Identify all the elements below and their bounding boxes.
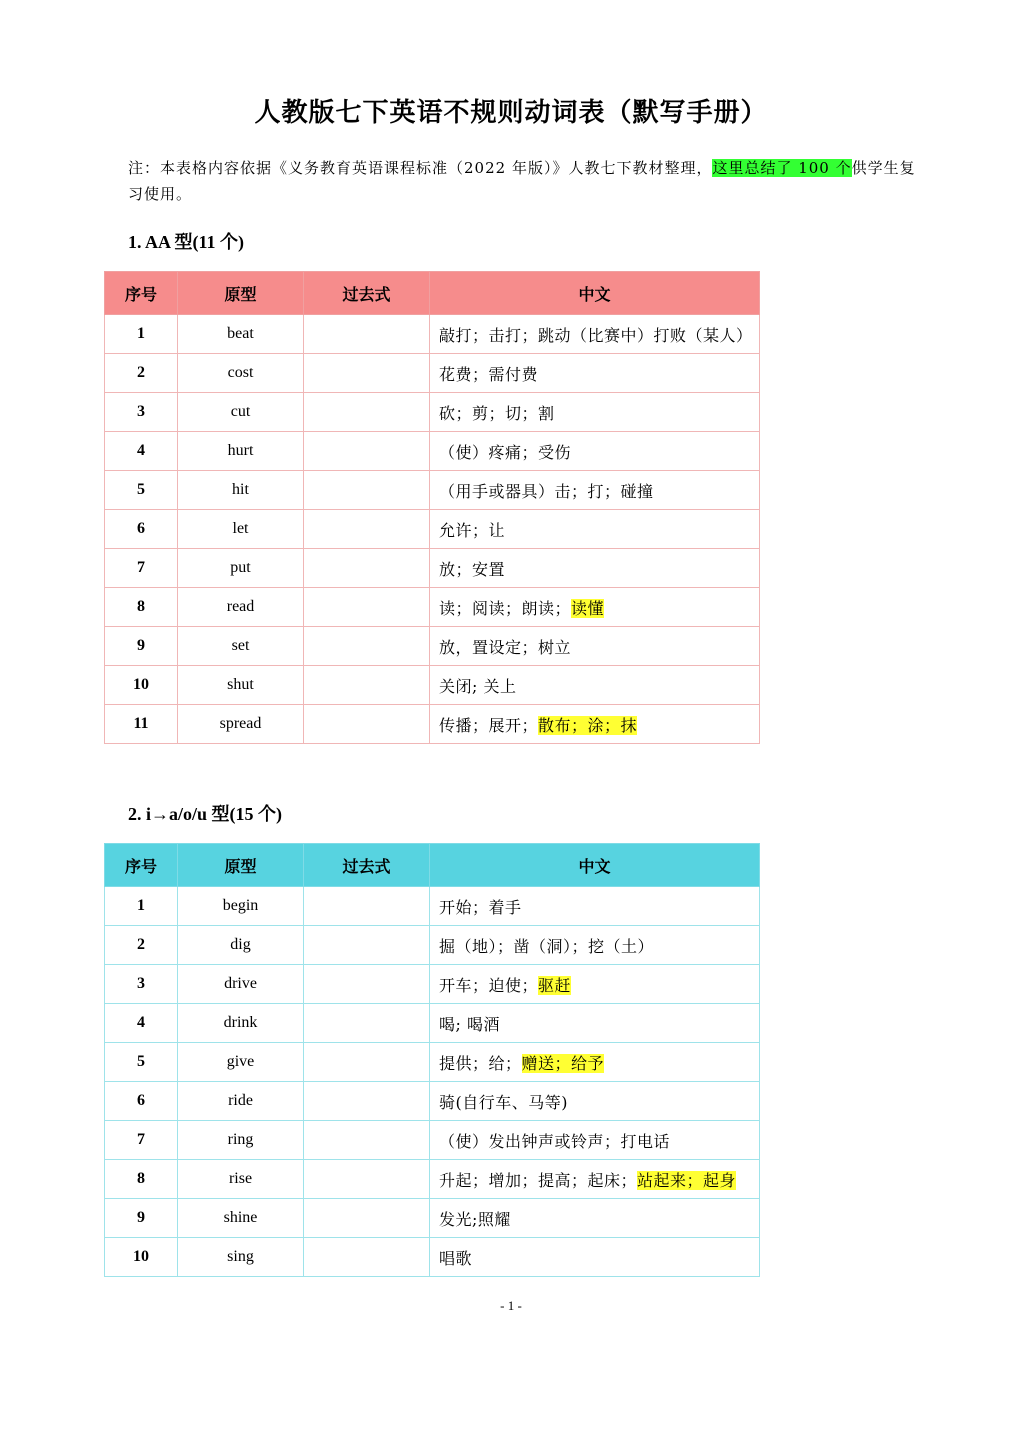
- meaning-highlight: 读懂: [571, 598, 605, 618]
- meaning-highlight: 赠送；给予: [521, 1053, 605, 1073]
- past-tense-blank: [304, 666, 430, 705]
- row-number: 11: [105, 705, 178, 744]
- base-form: let: [178, 510, 304, 549]
- chinese-meaning: [430, 1121, 760, 1160]
- meaning-text: 喝; 喝酒: [439, 1014, 500, 1034]
- base-form: hurt: [178, 432, 304, 471]
- row-number: 2: [105, 926, 178, 965]
- table-row: [105, 471, 760, 510]
- past-tense-blank: [304, 393, 430, 432]
- chinese-meaning: [430, 393, 760, 432]
- base-form: drink: [178, 1004, 304, 1043]
- table-body: [105, 315, 760, 744]
- past-tense-blank: [304, 1043, 430, 1082]
- chinese-meaning: [430, 926, 760, 965]
- row-number: 6: [105, 1082, 178, 1121]
- meaning-text: 放；安置: [439, 559, 506, 579]
- base-form: put: [178, 549, 304, 588]
- base-form: dig: [178, 926, 304, 965]
- section-heading-aa: 1. AA 型(11 个): [128, 232, 245, 252]
- base-form: give: [178, 1043, 304, 1082]
- meaning-text: 发光;照耀: [439, 1209, 511, 1229]
- row-number: 5: [105, 1043, 178, 1082]
- table-row: [105, 1121, 760, 1160]
- row-number: 3: [105, 393, 178, 432]
- intro-note: [128, 155, 928, 207]
- row-number: 2: [105, 354, 178, 393]
- chinese-meaning: [430, 354, 760, 393]
- meaning-highlight: 站起来；起身: [637, 1170, 737, 1190]
- table-row: [105, 432, 760, 471]
- row-number: 1: [105, 887, 178, 926]
- base-form: ring: [178, 1121, 304, 1160]
- past-tense-blank: [304, 887, 430, 926]
- column-header-base: 原型: [178, 844, 304, 887]
- table-row: [105, 1199, 760, 1238]
- base-form: begin: [178, 887, 304, 926]
- meaning-text: 允许；让: [439, 520, 506, 540]
- row-number: 4: [105, 1004, 178, 1043]
- section-heading-i-a-o-u: 2. i→a/o/u 型(15 个): [128, 804, 283, 824]
- chinese-meaning: [430, 1082, 760, 1121]
- base-form: sing: [178, 1238, 304, 1277]
- chinese-meaning: [430, 1160, 760, 1199]
- chinese-meaning: [430, 666, 760, 705]
- column-header-past: 过去式: [304, 844, 430, 887]
- table-row: [105, 1082, 760, 1121]
- base-form: shine: [178, 1199, 304, 1238]
- base-form: spread: [178, 705, 304, 744]
- chinese-meaning: [430, 315, 760, 354]
- chinese-meaning: [430, 588, 760, 627]
- table-row: [105, 1238, 760, 1277]
- row-number: 9: [105, 627, 178, 666]
- table-row: [105, 1160, 760, 1199]
- meaning-highlight: 驱赶: [538, 975, 572, 995]
- table-row: [105, 1043, 760, 1082]
- chinese-meaning: [430, 705, 760, 744]
- meaning-text: 花费；需付费: [439, 364, 539, 384]
- chinese-meaning: [430, 471, 760, 510]
- past-tense-blank: [304, 1082, 430, 1121]
- past-tense-blank: [304, 705, 430, 744]
- column-header-past: 过去式: [304, 272, 430, 315]
- table-header-row: [105, 844, 760, 887]
- table-row: [105, 549, 760, 588]
- meaning-text: （用手或器具）击；打；碰撞: [439, 481, 654, 501]
- table-header-row: [105, 272, 760, 315]
- meaning-text: 敲打；击打；跳动（比赛中）打败（某人）: [439, 325, 753, 345]
- base-form: set: [178, 627, 304, 666]
- row-number: 1: [105, 315, 178, 354]
- row-number: 10: [105, 666, 178, 705]
- past-tense-blank: [304, 510, 430, 549]
- base-form: beat: [178, 315, 304, 354]
- row-number: 8: [105, 588, 178, 627]
- row-number: 10: [105, 1238, 178, 1277]
- table-row: [105, 588, 760, 627]
- table-row: [105, 705, 760, 744]
- chinese-meaning: [430, 1199, 760, 1238]
- table-row: [105, 393, 760, 432]
- table-row: [105, 887, 760, 926]
- row-number: 7: [105, 549, 178, 588]
- chinese-meaning: [430, 887, 760, 926]
- past-tense-blank: [304, 549, 430, 588]
- base-form: hit: [178, 471, 304, 510]
- table-body: [105, 887, 760, 1277]
- meaning-text: 砍；剪；切；割: [439, 403, 555, 423]
- past-tense-blank: [304, 627, 430, 666]
- column-header-number: 序号: [105, 272, 178, 315]
- base-form: cut: [178, 393, 304, 432]
- meaning-text: 开车；迫使；: [439, 975, 539, 995]
- row-number: 8: [105, 1160, 178, 1199]
- past-tense-blank: [304, 432, 430, 471]
- base-form: ride: [178, 1082, 304, 1121]
- column-header-number: 序号: [105, 844, 178, 887]
- past-tense-blank: [304, 1199, 430, 1238]
- page-title: 人教版七下英语不规则动词表（默写手册）: [254, 98, 768, 128]
- meaning-text: （使）发出钟声或铃声；打电话: [439, 1131, 671, 1151]
- column-header-chinese: 中文: [430, 844, 760, 887]
- past-tense-blank: [304, 315, 430, 354]
- chinese-meaning: [430, 1238, 760, 1277]
- verb-table-i-a-o-u: [104, 843, 760, 1277]
- row-number: 6: [105, 510, 178, 549]
- meaning-highlight: 散布；涂；抹: [538, 715, 638, 735]
- base-form: shut: [178, 666, 304, 705]
- chinese-meaning: [430, 549, 760, 588]
- note-text: 注：本表格内容依据《义务教育英语课程标准（2022 年版）》人教七下教材整理，: [128, 159, 713, 177]
- chinese-meaning: [430, 1004, 760, 1043]
- past-tense-blank: [304, 926, 430, 965]
- meaning-text: 提供；给；: [439, 1053, 522, 1073]
- past-tense-blank: [304, 965, 430, 1004]
- past-tense-blank: [304, 471, 430, 510]
- verb-table-aa: [104, 271, 760, 744]
- base-form: cost: [178, 354, 304, 393]
- meaning-text: 唱歌: [439, 1248, 473, 1268]
- row-number: 4: [105, 432, 178, 471]
- row-number: 5: [105, 471, 178, 510]
- table-row: [105, 965, 760, 1004]
- note-highlight: 这里总结了 100 个: [712, 159, 852, 177]
- past-tense-blank: [304, 1238, 430, 1277]
- chinese-meaning: [430, 432, 760, 471]
- table-row: [105, 1004, 760, 1043]
- chinese-meaning: [430, 1043, 760, 1082]
- base-form: rise: [178, 1160, 304, 1199]
- base-form: read: [178, 588, 304, 627]
- chinese-meaning: [430, 965, 760, 1004]
- meaning-text: 关闭; 关上: [439, 676, 517, 696]
- table-row: [105, 510, 760, 549]
- past-tense-blank: [304, 588, 430, 627]
- table-row: [105, 666, 760, 705]
- meaning-text: 掘（地）；凿（洞）；挖（土）: [439, 936, 655, 956]
- note-text-end: 供学生复习使用。: [128, 159, 916, 203]
- meaning-text: （使）疼痛；受伤: [439, 442, 572, 462]
- meaning-text: 传播；展开；: [439, 715, 539, 735]
- page-number: - 1 -: [500, 1298, 522, 1313]
- meaning-text: 放，置设定；树立: [439, 637, 572, 657]
- past-tense-blank: [304, 354, 430, 393]
- chinese-meaning: [430, 627, 760, 666]
- past-tense-blank: [304, 1160, 430, 1199]
- column-header-base: 原型: [178, 272, 304, 315]
- meaning-text: 骑(自行车、马等): [439, 1092, 568, 1112]
- row-number: 7: [105, 1121, 178, 1160]
- column-header-chinese: 中文: [430, 272, 760, 315]
- table-row: [105, 354, 760, 393]
- row-number: 3: [105, 965, 178, 1004]
- table-row: [105, 627, 760, 666]
- chinese-meaning: [430, 510, 760, 549]
- table-row: [105, 926, 760, 965]
- meaning-text: 升起；增加；提高；起床；: [439, 1170, 638, 1190]
- past-tense-blank: [304, 1004, 430, 1043]
- table-row: [105, 315, 760, 354]
- past-tense-blank: [304, 1121, 430, 1160]
- meaning-text: 开始；着手: [439, 897, 522, 917]
- base-form: drive: [178, 965, 304, 1004]
- row-number: 9: [105, 1199, 178, 1238]
- meaning-text: 读；阅读；朗读；: [439, 598, 572, 618]
